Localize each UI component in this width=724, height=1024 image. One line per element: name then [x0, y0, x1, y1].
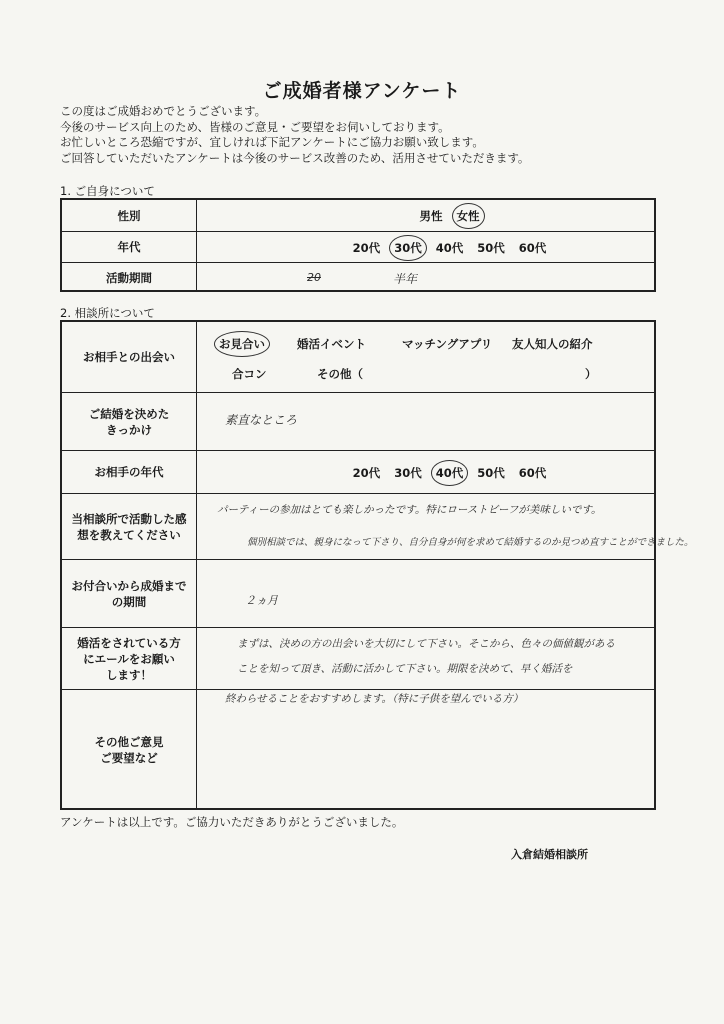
meeting-label: お相手との出会い — [62, 322, 197, 392]
meeting-option-omiai[interactable]: お見合い — [219, 337, 265, 351]
age-row — [62, 231, 654, 262]
partner-age-options — [197, 465, 654, 481]
gender-option-male[interactable]: 男性 — [419, 209, 443, 223]
age-option-50[interactable]: 50代 — [477, 241, 505, 255]
period-label: 活動期間 — [62, 263, 197, 292]
duration-answer: ２ヵ月 — [245, 594, 278, 607]
other-label: その他ご意見 ご要望など — [62, 690, 197, 810]
meeting-option-gokon[interactable]: 合コン — [232, 367, 267, 381]
company-name: 入倉結婚相談所 — [511, 848, 588, 861]
partner-age-option-50[interactable]: 50代 — [477, 466, 505, 480]
period-struck-answer: 20 — [307, 271, 321, 284]
meeting-option-event[interactable]: 婚活イベント — [297, 337, 366, 351]
meeting-option-app[interactable]: マッチングアプリ — [402, 337, 493, 351]
duration-label: お付合いから成婚まで の期間 — [62, 560, 197, 627]
partner-age-option-20[interactable]: 20代 — [352, 466, 381, 480]
advice-answer-line: まずは、決めの方の出会いを大切にして下さい。そこから、色々の価値観がある — [237, 638, 615, 650]
period-answer: 半年 — [393, 272, 418, 286]
gender-options — [197, 208, 654, 224]
partner-age-option-60[interactable]: 60代 — [518, 466, 547, 480]
reason-answer: 素直なところ — [225, 413, 298, 427]
reason-label: ご結婚を決めた きっかけ — [62, 393, 197, 450]
page-title: ご成婚者様アンケート — [262, 80, 462, 102]
meeting-row — [62, 322, 654, 392]
impression-answer-line: パーティーの参加はとても楽しかったです。特にローストビーフが美味しいです。 — [217, 504, 602, 516]
advice-answer-line: 終わらせることをおすすめします。（特に子供を望んでいる方） — [225, 693, 524, 705]
partner-age-option-40[interactable]: 40代 — [435, 466, 464, 480]
period-row — [62, 262, 654, 292]
advice-row — [62, 627, 654, 689]
gender-option-female[interactable]: 女性 — [456, 209, 480, 223]
intro-line: ご回答していただいたアンケートは今後のサービス改善のため、活用させていただきます。 — [60, 150, 530, 165]
age-option-60[interactable]: 60代 — [518, 241, 547, 255]
impression-label: 当相談所で活動した感 想を教えてください — [62, 494, 197, 559]
age-option-30[interactable]: 30代 — [394, 241, 422, 255]
intro-line: この度はご成婚おめでとうございます。 — [60, 104, 267, 118]
meeting-option-other-close[interactable]: ） — [585, 367, 597, 381]
gender-label: 性別 — [62, 200, 197, 231]
intro-line: 今後のサービス向上のため、皆様のご意見・ご要望をお伺いしております。 — [60, 119, 450, 134]
partner-age-option-30[interactable]: 30代 — [394, 466, 422, 480]
advice-answer-line: ことを知って頂き、活動に活かして下さい。期限を決めて、早く婚活を — [237, 663, 573, 675]
age-option-40[interactable]: 40代 — [435, 241, 464, 255]
meeting-option-other[interactable]: その他（ — [317, 367, 363, 381]
section2-label: 2. 相談所について — [60, 306, 155, 320]
closing-text: アンケートは以上です。ご協力いただきありがとうございました。 — [60, 815, 404, 829]
impression-row — [62, 493, 694, 559]
intro-line: お忙しいところ恐縮ですが、宜しければ下記アンケートにご協力お願い致します。 — [60, 135, 484, 149]
partner-age-row — [62, 450, 654, 493]
section1-table — [60, 198, 656, 292]
other-row — [62, 689, 654, 810]
intro-text — [60, 104, 700, 166]
partner-age-label: お相手の年代 — [62, 451, 197, 493]
duration-row — [62, 559, 654, 627]
age-option-20[interactable]: 20代 — [352, 241, 381, 255]
advice-label: 婚活をされている方 にエールをお願い します！ — [62, 628, 197, 689]
gender-row — [62, 200, 654, 231]
age-options — [197, 240, 654, 256]
reason-row — [62, 392, 654, 450]
impression-answer-line: 個別相談では、親身になって下さり、自分自身が何を求めて結婚するのか見つめ直すことができました。 — [247, 537, 694, 548]
section2-table — [60, 320, 694, 810]
section1-label: 1. ご自身について — [60, 184, 155, 198]
age-label: 年代 — [62, 232, 197, 262]
meeting-option-friend[interactable]: 友人知人の紹介 — [512, 337, 593, 351]
